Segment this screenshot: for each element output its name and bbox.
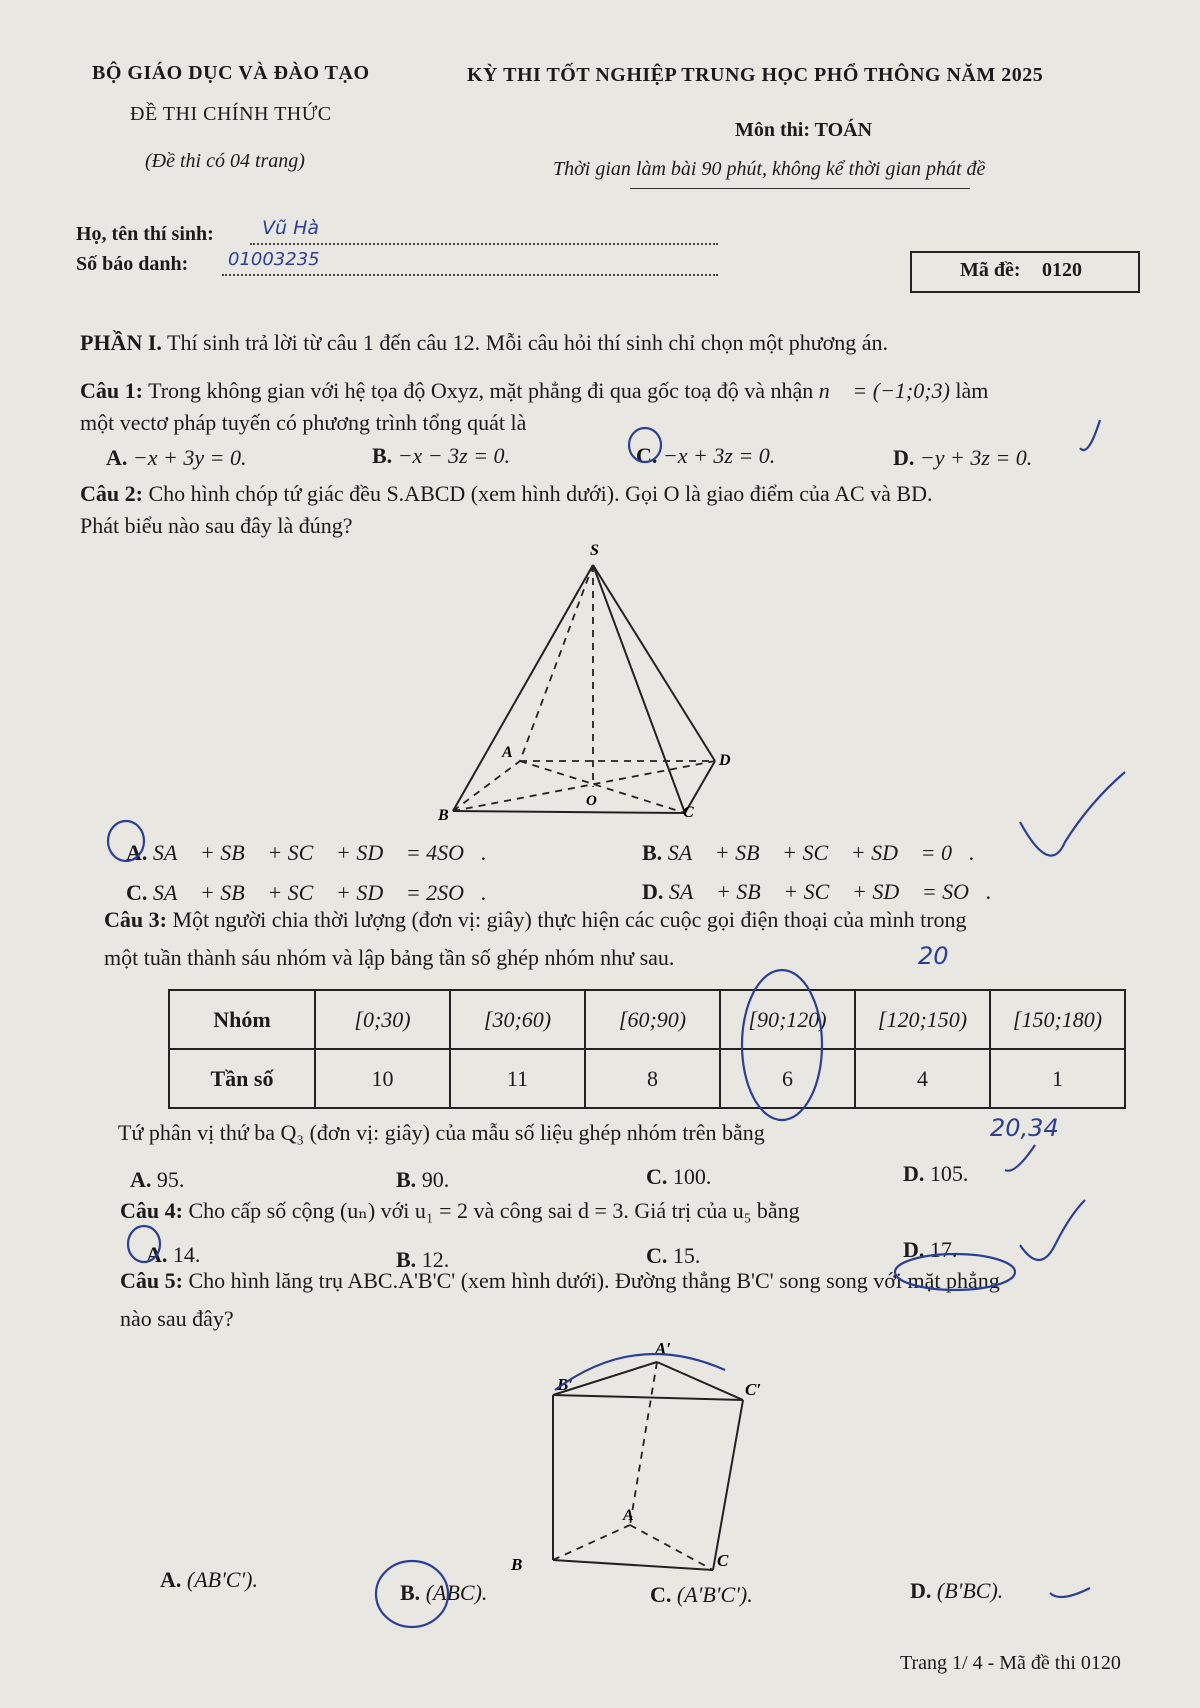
exam-code-label: Mã đề: (960, 259, 1021, 281)
q1-option-a[interactable]: A. −x + 3y = 0. (106, 445, 247, 470)
q5-option-b[interactable]: B. (ABC). (400, 1580, 488, 1605)
q4-option-d[interactable]: D. 17. (903, 1237, 958, 1262)
q3-stem-line1 (104, 907, 967, 933)
candidate-id-label: Số báo danh: (76, 253, 189, 275)
official-label: ĐỀ THI CHÍNH THỨC (130, 103, 332, 125)
label-b: B (438, 807, 449, 824)
exam-code-value: 0120 (1042, 259, 1082, 281)
q3-question: Tứ phân vị thứ ba Q₃ (đơn vị: giây) của mẫu số liệu ghép nhóm trên bằng (118, 1120, 765, 1145)
table-cell: [30;60) (450, 990, 585, 1049)
subject-label: Môn thi: TOÁN (735, 119, 873, 141)
q3-option-c[interactable]: C. 100. (646, 1164, 712, 1189)
frequency-table (168, 989, 1126, 1109)
q2-stem-line1 (80, 481, 932, 507)
q5-stem-line2: nào sau đây? (120, 1306, 234, 1331)
pages-note: (Đề thi có 04 trang) (145, 150, 305, 172)
pyramid-figure (430, 535, 760, 825)
edge-sb (453, 565, 593, 811)
label-b: B (511, 1555, 523, 1574)
q2-stem-line2: Phát biểu nào sau đây là đúng? (80, 513, 353, 538)
header-underline (630, 188, 970, 189)
edge-bc (553, 1560, 713, 1570)
q3-option-d[interactable]: D. 105. (903, 1161, 969, 1186)
prism-figure (505, 1330, 762, 1595)
q1-stem-line1 (80, 378, 988, 404)
table-cell: [90;120) (720, 990, 855, 1049)
time-note: Thời gian làm bài 90 phút, không kể thời gian phát đề (553, 158, 986, 180)
q2-option-a[interactable]: A. SA⃗ + SB⃗ + SC⃗ + SD⃗ = 4SO⃗. (126, 840, 487, 865)
table-cell: [120;150) (855, 990, 990, 1049)
edge-b1c1 (553, 1395, 743, 1400)
edge-ab (453, 761, 520, 811)
q1-option-c[interactable]: C. −x + 3z = 0. (636, 443, 776, 468)
table-cell: 6 (720, 1049, 855, 1108)
q1-label: Câu 1: (80, 378, 143, 403)
q3-text-a: Một người chia thời lượng (đơn vị: giây) thực hiện các cuộc gọi điện thoại của mình trong (172, 907, 967, 932)
q2-option-b[interactable]: B. SA⃗ + SB⃗ + SC⃗ + SD⃗ = 0⃗. (642, 840, 975, 865)
edge-cc1 (713, 1400, 743, 1570)
q5-option-a[interactable]: A. (AB'C'). (160, 1567, 259, 1592)
q1-option-b[interactable]: B. −x − 3z = 0. (372, 443, 511, 468)
q5-text-a: Cho hình lăng trụ ABC.A'B'C' (xem hình dưới). Đường thẳng B'C' song song với mặt phẳng (188, 1268, 1000, 1293)
q2-option-c[interactable]: C. SA⃗ + SB⃗ + SC⃗ + SD⃗ = 2SO⃗. (126, 880, 487, 905)
table-row-frequencies (169, 1049, 1125, 1108)
label-c-prime: C′ (745, 1380, 762, 1399)
exam-code-box (910, 251, 1140, 293)
q4-text: Cho cấp số cộng (uₙ) với u₁ = 2 và công sai d = 3. Giá trị của u₅ bằng (188, 1198, 800, 1223)
q1-text-b: làm (955, 378, 989, 403)
candidate-name-label: Họ, tên thí sinh: (76, 223, 214, 245)
label-c: C (683, 804, 694, 821)
q4-option-b[interactable]: B. 12. (396, 1247, 450, 1272)
q1-text-a: Trong không gian với hệ tọa độ Oxyz, mặt phẳng đi qua gốc toạ độ và nhận (148, 378, 814, 403)
check-q4 (1020, 1200, 1085, 1260)
q5-label: Câu 5: (120, 1268, 183, 1293)
table-row-groups (169, 990, 1125, 1049)
q2-text-a: Cho hình chóp tứ giác đều S.ABCD (xem hình dưới). Gọi O là giao điểm của AC và BD. (148, 481, 933, 506)
q5-stem-line1 (120, 1268, 1000, 1294)
part1-instruction (80, 330, 888, 356)
q1-vector: n⃗ = (−1;0;3) (818, 378, 950, 403)
q4-option-a[interactable]: A. 14. (146, 1242, 201, 1267)
check-q5 (1050, 1588, 1090, 1597)
label-a: A (623, 1507, 634, 1524)
table-cell: 1 (990, 1049, 1125, 1108)
exam-name: KỲ THI TỐT NGHIỆP TRUNG HỌC PHỔ THÔNG NĂM 2025 (467, 64, 1044, 86)
q2-label: Câu 2: (80, 481, 143, 506)
table-cell: [60;90) (585, 990, 720, 1049)
edge-aa1 (630, 1362, 657, 1525)
handwritten-note-q3-result: 20,34 (990, 1114, 1059, 1142)
page-footer: Trang 1/ 4 - Mã đề thi 0120 (900, 1652, 1121, 1674)
q3-label: Câu 3: (104, 907, 167, 932)
table-cell: [0;30) (315, 990, 450, 1049)
label-a-prime: A′ (655, 1339, 672, 1358)
edge-ab (553, 1525, 630, 1560)
candidate-id-dots (222, 274, 718, 276)
candidate-name-dots (250, 243, 718, 245)
q4-label: Câu 4: (120, 1198, 183, 1223)
q5-option-c[interactable]: C. (A'B'C'). (650, 1582, 753, 1607)
ministry-name: BỘ GIÁO DỤC VÀ ĐÀO TẠO (92, 62, 370, 84)
q5-option-d[interactable]: D. (B'BC). (910, 1578, 1004, 1603)
label-c: C (717, 1551, 729, 1570)
table-header-group: Nhóm (169, 990, 315, 1049)
q2-option-d[interactable]: D. SA⃗ + SB⃗ + SC⃗ + SD⃗ = SO⃗. (642, 879, 992, 904)
edge-bc (453, 811, 685, 813)
edge-sa (520, 565, 593, 761)
check-q3 (1005, 1145, 1035, 1171)
table-cell: [150;180) (990, 990, 1125, 1049)
handwritten-note-q3: 20 (918, 942, 949, 970)
table-cell: 11 (450, 1049, 585, 1108)
table-cell: 4 (855, 1049, 990, 1108)
diag-ac (520, 761, 685, 813)
q1-stem-line2: một vectơ pháp tuyến có phương trình tổng quát là (80, 410, 527, 435)
q4-stem (120, 1198, 800, 1224)
label-d: D (719, 752, 731, 769)
edge-a1c1 (657, 1362, 743, 1400)
candidate-id-value: 01003235 (228, 249, 320, 270)
label-a: A (502, 744, 513, 761)
table-header-frequency: Tần số (169, 1049, 315, 1108)
check-q2 (1020, 772, 1125, 856)
q3-stem-line2: một tuần thành sáu nhóm và lập bảng tần số ghép nhóm như sau. (104, 945, 675, 970)
q3-option-a[interactable]: A. 95. (130, 1167, 185, 1192)
part1-text: Thí sinh trả lời từ câu 1 đến câu 12. Mỗi câu hỏi thí sinh chỉ chọn một phương án. (167, 330, 889, 355)
label-b-prime: B′ (557, 1375, 574, 1394)
label-o: O (586, 793, 597, 809)
part1-title: PHẦN I. (80, 330, 162, 355)
label-s: S (590, 542, 599, 559)
q3-option-b[interactable]: B. 90. (396, 1167, 450, 1192)
candidate-name-value: Vũ Hà (262, 217, 320, 239)
q1-option-d[interactable]: D. −y + 3z = 0. (893, 445, 1033, 470)
table-cell: 10 (315, 1049, 450, 1108)
edge-ac (630, 1525, 713, 1570)
check-q1 (1080, 420, 1100, 450)
q4-option-c[interactable]: C. 15. (646, 1243, 701, 1268)
table-cell: 8 (585, 1049, 720, 1108)
